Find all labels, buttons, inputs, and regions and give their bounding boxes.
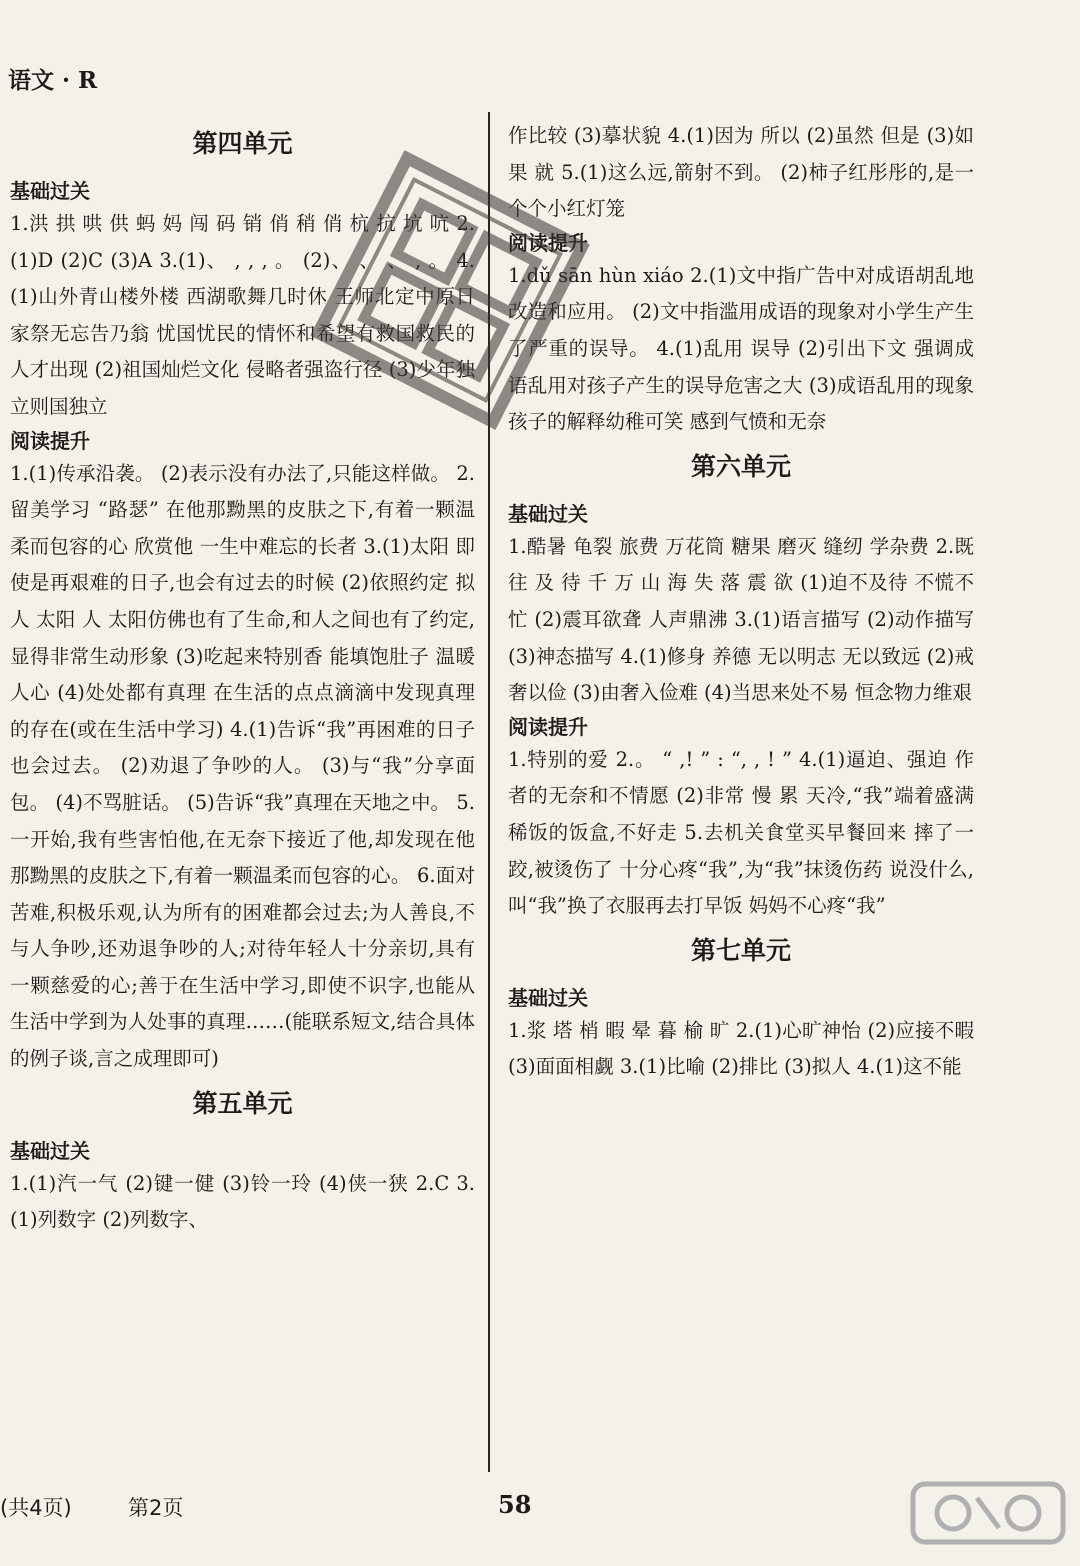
answer-paragraph: 1.酷暑 龟裂 旅费 万花筒 糖果 磨灭 缝纫 学杂费 2.既 往 及 待 千 万 山 海 失 落 震 欲 (1)迫不及待 不慌不忙 (2)震耳欲聋 人声鼎沸 3.(1)语言描写 (2)动作描写 (3)神态描写 4.(1)修身 养德 无以明志 无以致远 (2)戒奢以俭 (3)由奢入俭难 (4)当思来处不易 恒念物力维艰 xyxy=(508,534,974,705)
watermark-logo-icon xyxy=(905,1478,1075,1562)
answer-paragraph: 1.(1)汽一气 (2)键一健 (3)铃一玲 (4)侠一狭 2.C 3.(1)列数字 (2)列数字、 xyxy=(10,1171,475,1232)
section-heading: 阅读提升 xyxy=(508,714,588,739)
stamp-seal-icon xyxy=(300,140,600,440)
answer-paragraph: 1.(1)传承沿袭。 (2)表示没有办法了,只能这样做。 2.留美学习 “路瑟” 在他那黝黑的皮肤之下,有着一颗温柔而包容的心 欣赏他 一生中难忘的长者 3.(1)太阳 即使是再艰难的日子,也会有过去的时候 (2)依照约定 拟人 太阳 人 太阳仿佛也有了生命,和人之间也有了约定,显得非常生动形象 (3)吃起来特别香 能填饱肚子 温暖人心 (4)处处都有真理 在生活的点点滴滴中发现真理的存在(或在生活中学习) 4.(1)告诉“我”再困难的日子也会过去。 (2)劝退了争吵的人。 (3)与“我”分享面包。 (4)不骂脏话。 (5)告诉“我”真理在天地之中。 5.一开始,我有些害怕他,在无奈下接近了他,却发现在他那黝黑的皮肤之下,有着一颗温柔而包容的心。 6.面对苦难,积极乐观,认为所有的困难都会过去;为人善良,不与人争吵,还劝退争吵的人;对待年轻人十分亲切,具有一颗慈爱的心;善于在生活中学习,即使不识字,也能从生活中学到为人处事的真理……(能联系短文,结合具体的例子谈,言之成理即可) xyxy=(10,461,475,1071)
unit-title: 第七单元 xyxy=(690,935,791,965)
section-heading: 基础过关 xyxy=(508,501,588,526)
section-heading: 基础过关 xyxy=(10,1138,90,1163)
section-heading: 阅读提升 xyxy=(10,428,90,453)
answer-paragraph: 1.dǔ sān hùn xiáo 2.(1)文中指广告中对成语胡乱地改造和应用。 (2)文中指滥用成语的现象对小学生产生了严重的误导。 4.(1)乱用 误导 (2)引出下文 强调成语乱用对孩子产生的误导危害之大 (3)成语乱用的现象 孩子的解释幼稚可笑 感到气愤和无奈 xyxy=(508,263,974,434)
answer-paragraph: 1.特别的爱 2.。 “ ,! ” : “, , ! ” 4.(1)逼迫、强迫 作者的无奈和不情愿 (2)非常 慢 累 天冷,“我”端着盛满稀饭的饭盒,不好走 5.去机关食堂买早餐回来 摔了一跤,被烫伤了 十分心疼“我”,为“我”抹烫伤药 说没什么,叫“我”换了衣服再去打早饭 妈妈不心疼“我” xyxy=(508,747,974,918)
section-heading: 阅读提升 xyxy=(508,230,588,255)
answer-paragraph: 作比较 (3)摹状貌 4.(1)因为 所以 (2)虽然 但是 (3)如果 就 5.(1)这么远,箭射不到。 (2)柿子红彤彤的,是一个个小红灯笼 xyxy=(508,124,974,221)
unit-title: 第五单元 xyxy=(192,1088,293,1118)
section-heading: 基础过关 xyxy=(10,179,90,203)
answer-paragraph: 1.洪 拱 哄 供 蚂 妈 闯 码 销 俏 稍 俏 杭 抗 坑 吭 2.(1)D (2)C (3)A 3.(1)、 , , , 。 (2)、 、 、 , 。 4.(1)山外青山楼外楼 西湖歌舞几时休 王师北定中原日 家祭无忘告乃翁 忧国忧民的情怀和希望有救国救民的人才出现 (2)祖国灿烂文化 侵略者强盗行径 (3)少年独立则国独立 xyxy=(10,212,475,418)
answer-paragraph: 1.浆 塔 梢 暇 晕 暮 榆 旷 2.(1)心旷神怡 (2)应接不暇 (3)面面相觑 3.(1)比喻 (2)排比 (3)拟人 4.(1)这不能 xyxy=(508,1018,974,1079)
section-heading: 基础过关 xyxy=(508,985,588,1010)
page-header: 语文 · R xyxy=(8,67,98,94)
footer-total-pages: (共4页) xyxy=(0,1496,72,1520)
footer-page-label: 第2页 xyxy=(128,1496,184,1520)
unit-title: 第六单元 xyxy=(690,451,791,481)
page-number: 58 xyxy=(498,1490,532,1519)
unit-title: 第四单元 xyxy=(192,129,293,158)
